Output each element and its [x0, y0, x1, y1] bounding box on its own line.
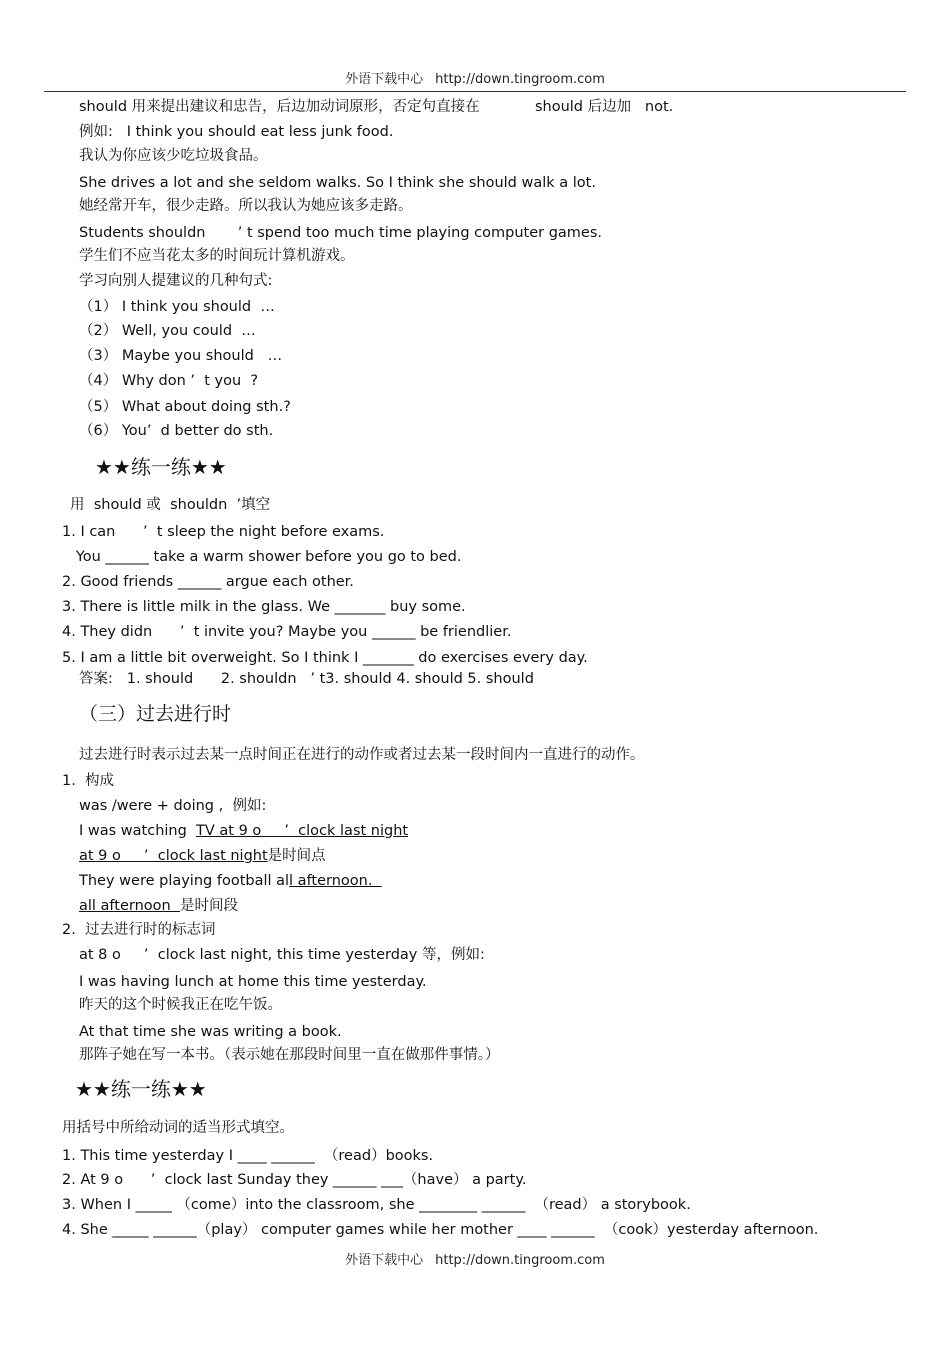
section-2-title: 2. 过去进行时的标志词	[62, 922, 216, 938]
page-header	[0, 68, 950, 87]
pattern-item: （5） What about doing sth.?	[79, 399, 291, 415]
practice-1-item: 1. I can ’ t sleep the night before exams.	[62, 524, 385, 540]
section-2-example-1-cn: 昨天的这个时候我正在吃午饭。	[79, 997, 282, 1013]
footer-site-name: 外语下载中心	[345, 1253, 424, 1268]
past-continuous-definition: 过去进行时表示过去某一点时间正在进行的动作或者过去某一段时间内一直进行的动作。	[79, 747, 645, 763]
pattern-item: （2） Well, you could …	[79, 323, 256, 339]
pattern-item: （4） Why don ’ t you ?	[79, 373, 259, 389]
footer-url: http://down.tingroom.com	[435, 1253, 605, 1268]
underlined-phrase: at 9 o ’ clock last night	[79, 848, 268, 864]
practice-2-instruction: 用括号中所给动词的适当形式填空。	[62, 1120, 294, 1136]
practice-1-item: 5. I am a little bit overweight. So I think I _______ do exercises every day.	[62, 650, 588, 666]
practice-2-item: 3. When I _____ （come）into the classroom, she ________ ______ （read） a storybook.	[62, 1197, 691, 1213]
underlined-phrase: l afternoon.	[289, 873, 382, 889]
pattern-item: （1） I think you should …	[79, 299, 275, 315]
practice-1-answer: 答案: 1. should 2. shouldn ’ t3. should 4. should 5. should	[79, 671, 534, 687]
should-example-1-en: 例如: I think you should eat less junk food.	[79, 124, 394, 140]
should-rule: should 用来提出建议和忠告，后边加动词原形，否定句直接在 should 后边加 not.	[79, 99, 674, 115]
section-2-signal-words: at 8 o ’ clock last night, this time yesterday 等，例如:	[79, 947, 485, 963]
header-url: http://down.tingroom.com	[435, 72, 605, 87]
section-1-example-2-note: all afternoon 是时间段	[79, 898, 238, 914]
should-example-3-cn: 学生们不应当花太多的时间玩计算机游戏。	[79, 248, 355, 264]
practice-2-heading: ★★练一练★★	[75, 1077, 207, 1101]
section-1-title: 1. 构成	[62, 773, 115, 789]
practice-1-item: 4. They didn ’ t invite you? Maybe you ______ be friendlier.	[62, 624, 512, 640]
practice-1-heading: ★★练一练★★	[95, 455, 227, 479]
practice-2-item: 1. This time yesterday I ____ ______ （read）books.	[62, 1148, 434, 1164]
header-divider	[44, 91, 906, 92]
section-2-example-1-en: I was having lunch at home this time yesterday.	[79, 974, 427, 990]
practice-1-item: You ______ take a warm shower before you go to bed.	[62, 549, 462, 565]
header-site-name: 外语下载中心	[345, 72, 424, 87]
practice-2-item: 4. She _____ ______（play） computer games while her mother ____ ______ （cook）yesterday afternoon.	[62, 1222, 819, 1238]
practice-1-instruction: 用 should 或 shouldn ’填空	[70, 497, 271, 513]
underlined-phrase: TV at 9 o ’ clock last night	[196, 823, 409, 839]
section-2-example-2-en: At that time she was writing a book.	[79, 1024, 342, 1040]
section-1-form: was /were + doing , 例如:	[79, 798, 267, 814]
should-example-2-en: She drives a lot and she seldom walks. So I think she should walk a lot.	[79, 175, 596, 191]
section-2-example-2-cn: 那阵子她在写一本书。（表示她在那段时间里一直在做那件事情。）	[79, 1047, 500, 1063]
section-1-example-1-note: at 9 o ’ clock last night是时间点	[79, 848, 326, 864]
page-footer	[0, 1249, 950, 1268]
practice-1-item: 2. Good friends ______ argue each other.	[62, 574, 354, 590]
should-example-3-en: Students shouldn ’ t spend too much time playing computer games.	[79, 225, 602, 241]
past-continuous-heading: （三）过去进行时	[79, 703, 232, 725]
practice-2-item: 2. At 9 o ’ clock last Sunday they ______ ___（have） a party.	[62, 1172, 527, 1188]
underlined-phrase: all afternoon	[79, 898, 180, 914]
pattern-item: （3） Maybe you should …	[79, 348, 283, 364]
should-example-1-cn: 我认为你应该少吃垃圾食品。	[79, 148, 268, 164]
section-1-example-2: They were playing football all afternoon.	[79, 873, 382, 889]
pattern-item: （6） You’ d better do sth.	[79, 423, 274, 439]
should-example-2-cn: 她经常开车，很少走路。所以我认为她应该多走路。	[79, 198, 413, 214]
practice-1-item: 3. There is little milk in the glass. We _______ buy some.	[62, 599, 466, 615]
patterns-title: 学习向别人提建议的几种句式:	[79, 273, 273, 289]
section-1-example-1: I was watching TV at 9 o ’ clock last night	[79, 823, 409, 839]
